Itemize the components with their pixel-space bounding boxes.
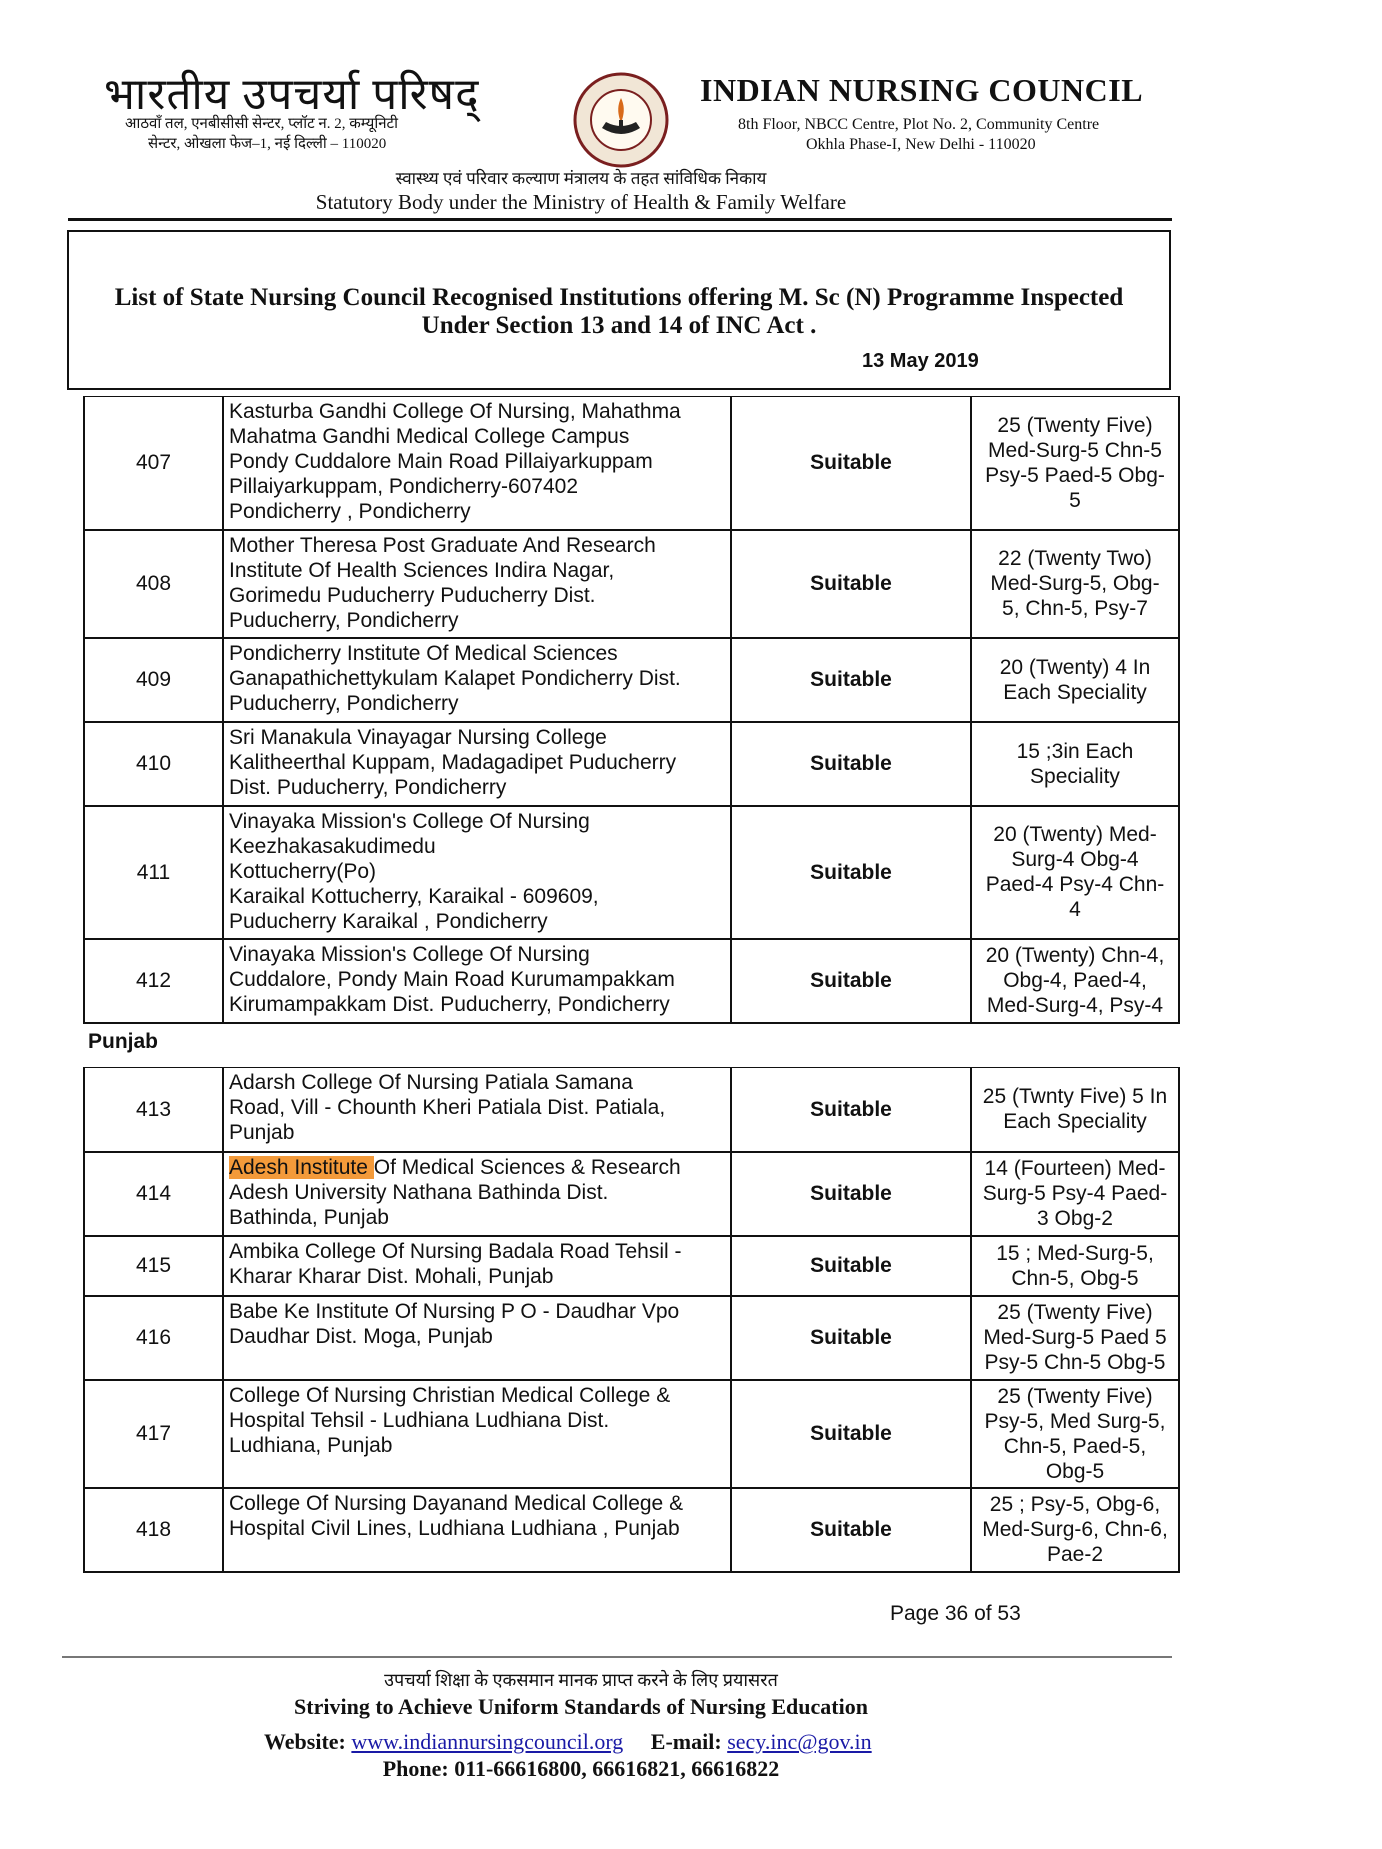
institution-name: Pondicherry Institute Of Medical Sciences Ganapathichettykulam Kalapet Pondicherry Dist. Puducherry, Pondicherry xyxy=(223,638,731,722)
serial-number: 407 xyxy=(84,397,223,530)
serial-number: 411 xyxy=(84,806,223,939)
seat-details: 25 (Twenty Five) Psy-5, Med Surg-5, Chn-5, Paed-5, Obg-5 xyxy=(971,1380,1179,1488)
inspection-status: Suitable xyxy=(731,530,971,638)
document-title-line1: List of State Nursing Council Recognised Institutions offering M. Sc (N) Programme Inspected xyxy=(114,284,1124,311)
institution-name: Babe Ke Institute Of Nursing P O - Daudhar Vpo Daudhar Dist. Moga, Punjab xyxy=(223,1296,731,1380)
institution-name: College Of Nursing Dayanand Medical College & Hospital Civil Lines, Ludhiana Ludhiana , Punjab xyxy=(223,1488,731,1572)
seat-details: 25 (Twenty Five) Med-Surg-5 Paed 5 Psy-5 Chn-5 Obg-5 xyxy=(971,1296,1179,1380)
institution-name: Vinayaka Mission's College Of Nursing Keezhakasakudimedu Kottucherry(Po) Karaikal Kottucherry, Karaikal - 609609, Puducherry Karaikal , Pondicherry xyxy=(223,806,731,939)
inspection-status: Suitable xyxy=(731,1236,971,1296)
english-statutory-line: Statutory Body under the Ministry of Health & Family Welfare xyxy=(315,190,847,214)
institution-name: Adarsh College Of Nursing Patiala Samana Road, Vill - Chounth Kheri Patiala Dist. Patiala, Punjab xyxy=(223,1068,731,1152)
inspection-status: Suitable xyxy=(731,1380,971,1488)
footer-divider xyxy=(62,1656,1172,1658)
inspection-status: Suitable xyxy=(731,1296,971,1380)
institutions-table-pondicherry xyxy=(83,396,1180,1024)
serial-number: 416 xyxy=(84,1296,223,1380)
table-row xyxy=(84,1152,1179,1236)
hindi-address-line2: सेन्टर, ओखला फेज–1, नई दिल्ली – 110020 xyxy=(148,136,387,152)
document-title-box xyxy=(67,230,1171,390)
serial-number: 415 xyxy=(84,1236,223,1296)
inspection-status: Suitable xyxy=(731,1068,971,1152)
english-address-line1: 8th Floor, NBCC Centre, Plot No. 2, Community Centre xyxy=(738,116,1100,133)
english-motto: Striving to Achieve Uniform Standards of Nursing Education xyxy=(294,1694,868,1719)
serial-number: 413 xyxy=(84,1068,223,1152)
seat-details: 25 (Twnty Five) 5 In Each Speciality xyxy=(971,1068,1179,1152)
inspection-status: Suitable xyxy=(731,397,971,530)
serial-number: 408 xyxy=(84,530,223,638)
inspection-status: Suitable xyxy=(731,806,971,939)
hindi-motto: उपचर्या शिक्षा के एकसमान मानक प्राप्त करने के लिए प्रयासरत xyxy=(384,1670,778,1690)
seat-details: 20 (Twenty) Med- Surg-4 Obg-4 Paed-4 Psy-4 Chn- 4 xyxy=(971,806,1179,939)
state-heading-punjab: Punjab xyxy=(88,1030,159,1053)
document-title-line2: Under Section 13 and 14 of INC Act . xyxy=(421,312,817,339)
table-row xyxy=(84,1296,1179,1380)
seat-details: 25 (Twenty Five) Med-Surg-5 Chn-5 Psy-5 Paed-5 Obg- 5 xyxy=(971,397,1179,530)
table-row xyxy=(84,1380,1179,1488)
highlighted-text: Adesh Institute xyxy=(229,1155,374,1179)
hindi-council-title: भारतीय उपचर्या परिषद् xyxy=(104,70,480,119)
seat-details: 14 (Fourteen) Med- Surg-5 Psy-4 Paed- 3 Obg-2 xyxy=(971,1152,1179,1236)
hindi-statutory-line: स्वास्थ्य एवं परिवार कल्याण मंत्रालय के तहत सांविधिक निकाय xyxy=(395,169,767,188)
institution-name xyxy=(223,1152,731,1236)
header-divider xyxy=(68,218,1172,221)
table-row xyxy=(84,1488,1179,1572)
institutions-table-punjab xyxy=(83,1067,1180,1573)
english-address-line2: Okhla Phase-I, New Delhi - 110020 xyxy=(806,136,1036,153)
table-row xyxy=(84,1236,1179,1296)
phone-line: Phone: 011-66616800, 66616821, 66616822 xyxy=(382,1756,780,1781)
contact-line xyxy=(264,1729,872,1755)
inspection-status: Suitable xyxy=(731,1152,971,1236)
website-link[interactable]: www.indiannursingcouncil.org xyxy=(351,1729,624,1754)
serial-number: 410 xyxy=(84,722,223,806)
table-row xyxy=(84,1068,1179,1152)
table-row xyxy=(84,806,1179,939)
table-row xyxy=(84,638,1179,722)
seat-details: 15 ; Med-Surg-5, Chn-5, Obg-5 xyxy=(971,1236,1179,1296)
website-label: Website: xyxy=(264,1729,346,1754)
inspection-status: Suitable xyxy=(731,1488,971,1572)
serial-number: 417 xyxy=(84,1380,223,1488)
institution-name: Vinayaka Mission's College Of Nursing Cuddalore, Pondy Main Road Kurumampakkam Kirumampakkam Dist. Puducherry, Pondicherry xyxy=(223,939,731,1023)
inspection-status: Suitable xyxy=(731,638,971,722)
council-logo xyxy=(562,70,680,170)
table-row xyxy=(84,722,1179,806)
serial-number: 414 xyxy=(84,1152,223,1236)
english-council-title: INDIAN NURSING COUNCIL xyxy=(700,72,1144,108)
seat-details: 25 ; Psy-5, Obg-6, Med-Surg-6, Chn-6, Pae-2 xyxy=(971,1488,1179,1572)
seat-details: 22 (Twenty Two) Med-Surg-5, Obg- 5, Chn-5, Psy-7 xyxy=(971,530,1179,638)
hindi-address-line1: आठवाँ तल, एनबीसीसी सेन्टर, प्लॉट न. 2, कम्यूनिटी xyxy=(125,116,398,132)
document-date: 13 May 2019 xyxy=(862,350,979,372)
institution-name: Mother Theresa Post Graduate And Research Institute Of Health Sciences Indira Nagar, Gorimedu Puducherry Puducherry Dist. Puducherry, Pondicherry xyxy=(223,530,731,638)
page-number: Page 36 of 53 xyxy=(890,1602,1021,1625)
serial-number: 409 xyxy=(84,638,223,722)
institution-name: Sri Manakula Vinayagar Nursing College Kalitheerthal Kuppam, Madagadipet Puducherry Dist. Puducherry, Pondicherry xyxy=(223,722,731,806)
inspection-status: Suitable xyxy=(731,939,971,1023)
table-row xyxy=(84,530,1179,638)
table-row xyxy=(84,397,1179,530)
serial-number: 412 xyxy=(84,939,223,1023)
seat-details: 15 ;3in Each Speciality xyxy=(971,722,1179,806)
inspection-status: Suitable xyxy=(731,722,971,806)
email-link[interactable]: secy.inc@gov.in xyxy=(727,1729,872,1754)
email-label: E-mail: xyxy=(650,1729,722,1754)
institution-name: Ambika College Of Nursing Badala Road Tehsil - Kharar Kharar Dist. Mohali, Punjab xyxy=(223,1236,731,1296)
table-row xyxy=(84,939,1179,1023)
institution-name: College Of Nursing Christian Medical College & Hospital Tehsil - Ludhiana Ludhiana Dist. Ludhiana, Punjab xyxy=(223,1380,731,1488)
seat-details: 20 (Twenty) 4 In Each Speciality xyxy=(971,638,1179,722)
institution-name-rest: Of Medical Sciences & Research Adesh University Nathana Bathinda Dist. Bathinda, Punjab xyxy=(229,1155,681,1229)
institution-name: Kasturba Gandhi College Of Nursing, Mahathma Mahatma Gandhi Medical College Campus Pondy Cuddalore Main Road Pillaiyarkuppam Pillaiyarkuppam, Pondicherry-607402 Pondicherry , Pondicherry xyxy=(223,397,731,530)
serial-number: 418 xyxy=(84,1488,223,1572)
seat-details: 20 (Twenty) Chn-4, Obg-4, Paed-4, Med-Surg-4, Psy-4 xyxy=(971,939,1179,1023)
